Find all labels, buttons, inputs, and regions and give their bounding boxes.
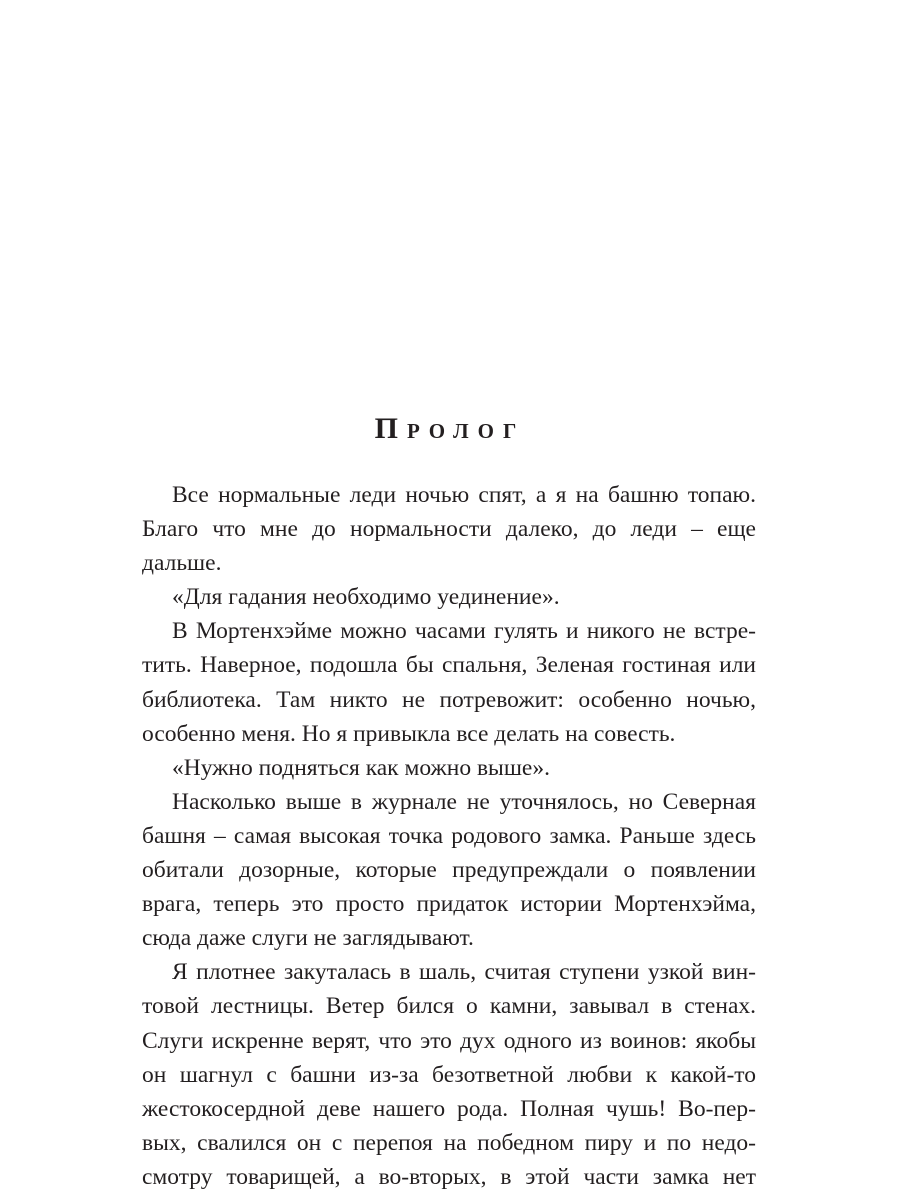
text-line: В Мортенхэйме можно часами гулять и никого не встре- [172,618,756,645]
text-line: сюда даже слуги не заглядывают. [142,925,474,952]
text-line: обитали дозорные, которые предупреждали о появлении [142,857,756,884]
text-line: врага, теперь это просто придаток истории Мортенхэйма, [142,891,756,918]
text-line: дальше. [142,550,222,577]
body-text [142,478,756,1194]
text-line: Я плотнее закуталась в шаль, считая ступени узкой вин- [172,959,756,986]
text-line: особенно меня. Но я привыкла все делать на совесть. [142,720,676,747]
text-line: он шагнул с башни из-за безответной любви к какой-то [142,1061,756,1088]
text-line: смотру товарищей, а во-вторых, в этой части замка нет [142,1163,756,1190]
text-line: тить. Наверное, подошла бы спальня, Зеленая гостиная или [142,652,756,679]
text-line: Все нормальные леди ночью спят, а я на башню топаю. [172,482,756,508]
text-line: Насколько выше в журнале не уточнялось, но Северная [172,788,756,815]
text-line: «Для гадания необходимо уединение». [172,584,560,611]
text-line: «Нужно подняться как можно выше». [172,754,550,781]
text-line: жестокосердной деве нашего рода. Полная чушь! Во-пер- [142,1095,756,1122]
text-line: вых, свалился он с перепоя на победном пиру и по недо- [142,1129,756,1156]
text-line: Благо что мне до нормальности далеко, до леди – еще [142,516,756,543]
text-line: библиотека. Там никто не потревожит: особенно ночью, [142,686,756,713]
chapter-title: Пролог [374,412,526,445]
text-line: башня – самая высокая точка родового замка. Раньше здесь [142,822,756,849]
text-line: Слуги искренне верят, что это дух одного из воинов: якобы [142,1027,756,1054]
text-line: товой лестницы. Ветер бился о камни, завывал в стенах. [142,993,756,1020]
